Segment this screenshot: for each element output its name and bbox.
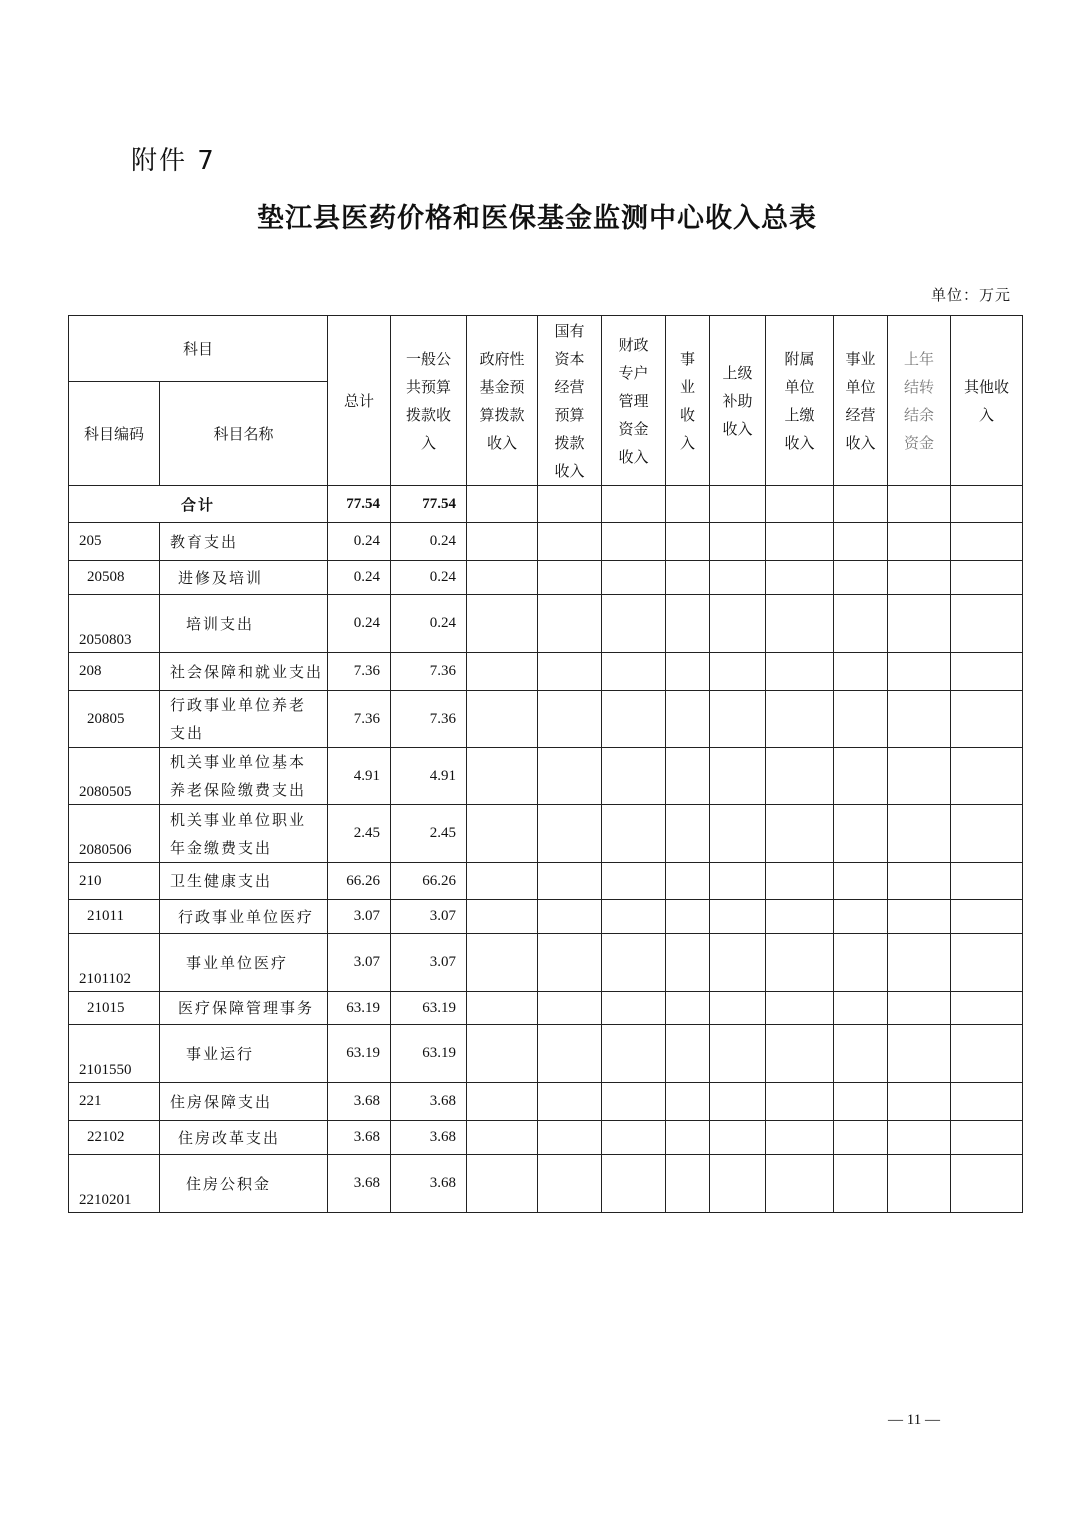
row-code: 210 [69,863,160,900]
table-row [69,595,1023,653]
row-total: 0.24 [328,523,391,561]
row-name: 住房保障支出 [160,1083,328,1121]
row-code: 205 [69,523,160,561]
row-general: 0.24 [391,595,467,653]
header-finance-special: 财政专户管理资金收入 [602,316,666,486]
row-general: 3.68 [391,1121,467,1155]
header-code: 科目编码 [69,382,160,486]
row-general: 63.19 [391,992,467,1025]
page-number: — 11 — [888,1412,940,1428]
row-total: 3.68 [328,1155,391,1213]
row-general: 3.07 [391,900,467,934]
row-name: 行政事业单位养老支出 [160,691,328,748]
row-general: 3.68 [391,1155,467,1213]
attachment-label: 附件 7 [131,146,216,176]
row-general: 7.36 [391,691,467,748]
row-total: 66.26 [328,863,391,900]
row-name: 进修及培训 [160,561,328,595]
header-name: 科目名称 [160,382,328,486]
row-code: 20805 [69,691,160,748]
row-code: 221 [69,1083,160,1121]
table-row [69,653,1023,691]
row-general: 66.26 [391,863,467,900]
row-general: 63.19 [391,1025,467,1083]
row-code: 2101102 [69,934,160,992]
table-row [69,934,1023,992]
table-row [69,691,1023,748]
row-name: 机关事业单位职业年金缴费支出 [160,805,328,863]
row-code: 22102 [69,1121,160,1155]
row-code: 2080506 [69,805,160,863]
table-row [69,1121,1023,1155]
row-name: 培训支出 [160,595,328,653]
row-code: 21011 [69,900,160,934]
row-code: 2101550 [69,1025,160,1083]
row-code: 20508 [69,561,160,595]
table-row [69,900,1023,934]
row-total: 2.45 [328,805,391,863]
row-general: 3.68 [391,1083,467,1121]
row-general: 2.45 [391,805,467,863]
row-name: 社会保障和就业支出 [160,653,328,691]
row-total: 4.91 [328,748,391,805]
row-general: 3.07 [391,934,467,992]
header-state-capital: 国有资本经营预算拨款收入 [538,316,602,486]
row-code: 21015 [69,992,160,1025]
row-name: 教育支出 [160,523,328,561]
header-general-budget: 一般公共预算拨款收入 [391,316,467,486]
row-total: 3.07 [328,900,391,934]
row-name: 事业运行 [160,1025,328,1083]
row-total: 0.24 [328,595,391,653]
row-general: 4.91 [391,748,467,805]
row-total: 63.19 [328,992,391,1025]
table-row [69,1083,1023,1121]
row-name: 事业单位医疗 [160,934,328,992]
header-superior-subsidy: 上级补助收入 [710,316,766,486]
row-name: 医疗保障管理事务 [160,992,328,1025]
row-name: 机关事业单位基本养老保险缴费支出 [160,748,328,805]
table-row [69,863,1023,900]
summary-total: 77.54 [328,486,391,523]
row-total: 63.19 [328,1025,391,1083]
header-subject: 科目 [69,316,328,382]
unit-label: 单位：万元 [930,286,1011,304]
summary-row [69,486,1023,523]
row-name: 行政事业单位医疗 [160,900,328,934]
table-row [69,561,1023,595]
row-total: 3.68 [328,1083,391,1121]
row-total: 0.24 [328,561,391,595]
row-total: 3.07 [328,934,391,992]
summary-general: 77.54 [391,486,467,523]
table-row [69,992,1023,1025]
summary-label: 合计 [69,486,328,523]
header-affiliated: 附属单位上缴收入 [766,316,834,486]
row-general: 0.24 [391,561,467,595]
table-row [69,523,1023,561]
income-summary-table [68,315,1023,1213]
header-carryover: 上年结转结余资金 [888,316,951,486]
table-row [69,1025,1023,1083]
row-code: 2210201 [69,1155,160,1213]
row-name: 住房公积金 [160,1155,328,1213]
header-operation: 事业单位经营收入 [834,316,888,486]
page-title: 垫江县医药价格和医保基金监测中心收入总表 [257,203,817,234]
row-code: 2080505 [69,748,160,805]
row-code: 2050803 [69,595,160,653]
row-general: 0.24 [391,523,467,561]
table-row [69,1155,1023,1213]
header-gov-fund: 政府性基金预算拨款收入 [467,316,538,486]
header-business: 事业收入 [666,316,710,486]
header-total: 总计 [328,316,391,486]
row-name: 卫生健康支出 [160,863,328,900]
row-total: 7.36 [328,653,391,691]
header-other: 其他收入 [951,316,1023,486]
table-row [69,748,1023,805]
row-total: 7.36 [328,691,391,748]
row-name: 住房改革支出 [160,1121,328,1155]
row-total: 3.68 [328,1121,391,1155]
table-row [69,805,1023,863]
row-code: 208 [69,653,160,691]
row-general: 7.36 [391,653,467,691]
